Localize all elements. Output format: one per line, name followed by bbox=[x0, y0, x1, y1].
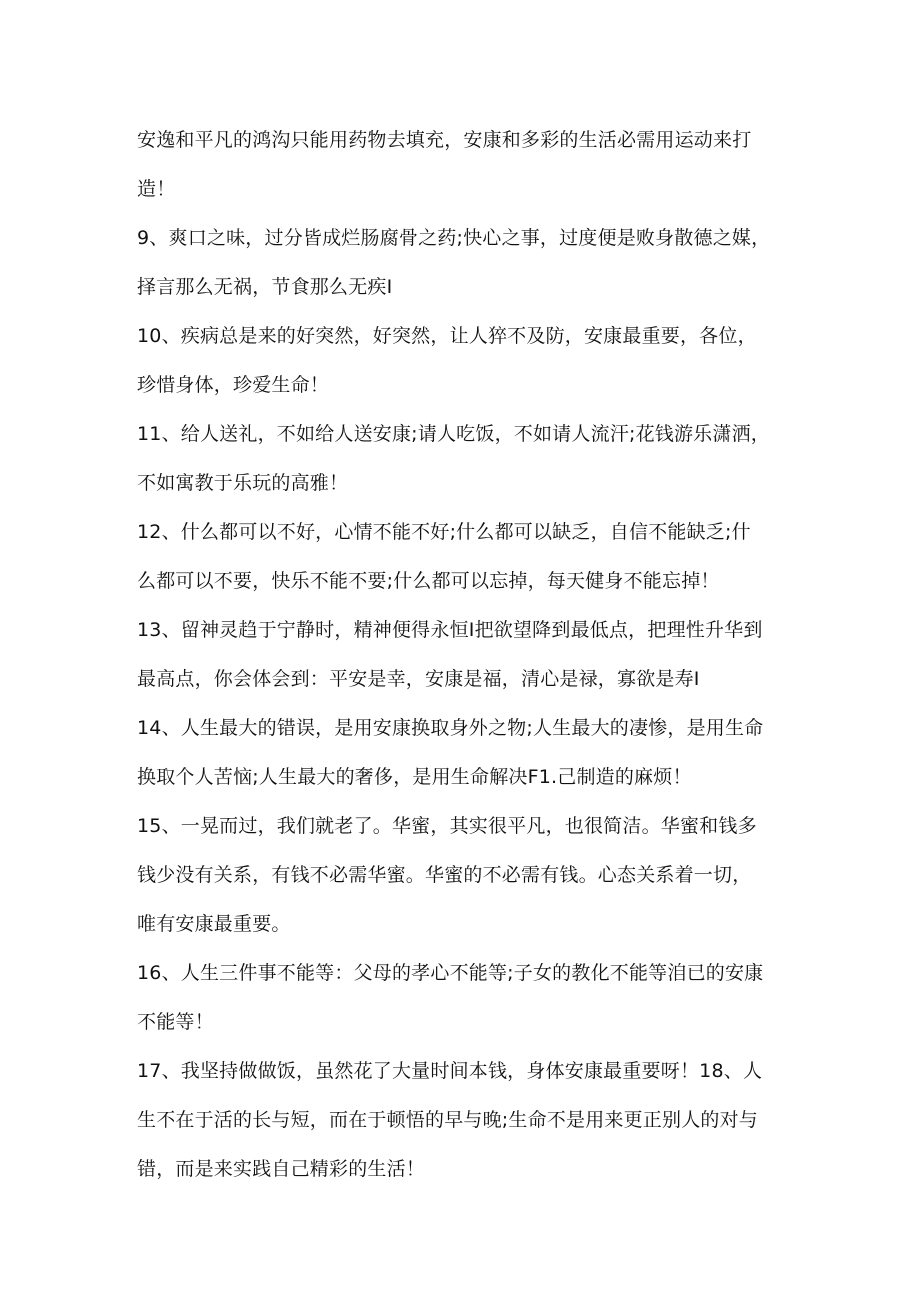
text-line: 安逸和平凡的鸿沟只能用药物去填充，安康和多彩的生活必需用运动来打 bbox=[137, 129, 752, 151]
text-line: 11、给人送礼，不如给人送安康;请人吃饭，不如请人流汗;花钱游乐潇洒， bbox=[137, 423, 770, 445]
text-line: 16、人生三件事不能等：父母的孝心不能等;子女的教化不能等洎已的安康 bbox=[137, 962, 764, 984]
text-line: 错，而是来实践自己精彩的生活！ bbox=[137, 1158, 426, 1180]
text-line: 造！ bbox=[137, 178, 176, 200]
text-line: 唯有安康最重要。 bbox=[137, 913, 291, 935]
text-line: 不如寓教于乐玩的高雅！ bbox=[137, 472, 349, 494]
text-line: 择言那么无祸，节食那么无疾I bbox=[137, 276, 393, 298]
text-line: 14、人生最大的错误，是用安康换取身外之物;人生最大的凄惨，是用生命 bbox=[137, 717, 764, 739]
text-line: 15、一晃而过，我们就老了。华蜜，其实很平凡，也很简洁。华蜜和钱多 bbox=[137, 815, 757, 837]
text-line: 10、疾病总是来的好突然，好突然，让人猝不及防，安康最重要，各位， bbox=[137, 325, 757, 347]
text-line: 珍惜身体，珍爱生命！ bbox=[137, 374, 330, 396]
text-line: 么都可以不要，快乐不能不要;什么都可以忘掉，每天健身不能忘掉！ bbox=[137, 570, 720, 592]
text-line: 钱少没有关系，有钱不必需华蜜。华蜜的不必需有钱。心态关系着一切， bbox=[137, 864, 752, 886]
text-line: 17、我坚持做做饭，虽然花了大量时间本钱，身体安康最重要呀！18、人 bbox=[137, 1060, 763, 1082]
text-line: 13、留神灵趋于宁静时，精神便得永恒I把欲望降到最低点，把理性升华到 bbox=[137, 619, 763, 641]
document-body bbox=[137, 116, 797, 1194]
text-line: 生不在于活的长与短，而在于顿悟的早与晚;生命不是用来更正别人的对与 bbox=[137, 1109, 759, 1131]
text-line: 12、什么都可以不好，心情不能不好;什么都可以缺乏，自信不能缺乏;什 bbox=[137, 521, 751, 543]
text-line: 不能等！ bbox=[137, 1011, 214, 1033]
text-line: 换取个人苦恼;人生最大的奢侈，是用生命解决F1.己制造的麻烦！ bbox=[137, 766, 692, 788]
text-line: 最高点，你会体会到：平安是幸，安康是福，清心是禄，寡欲是寿I bbox=[137, 668, 700, 690]
text-line: 9、爽口之味，过分皆成烂肠腐骨之药;快心之事，过度便是败身散德之媒， bbox=[137, 227, 771, 249]
